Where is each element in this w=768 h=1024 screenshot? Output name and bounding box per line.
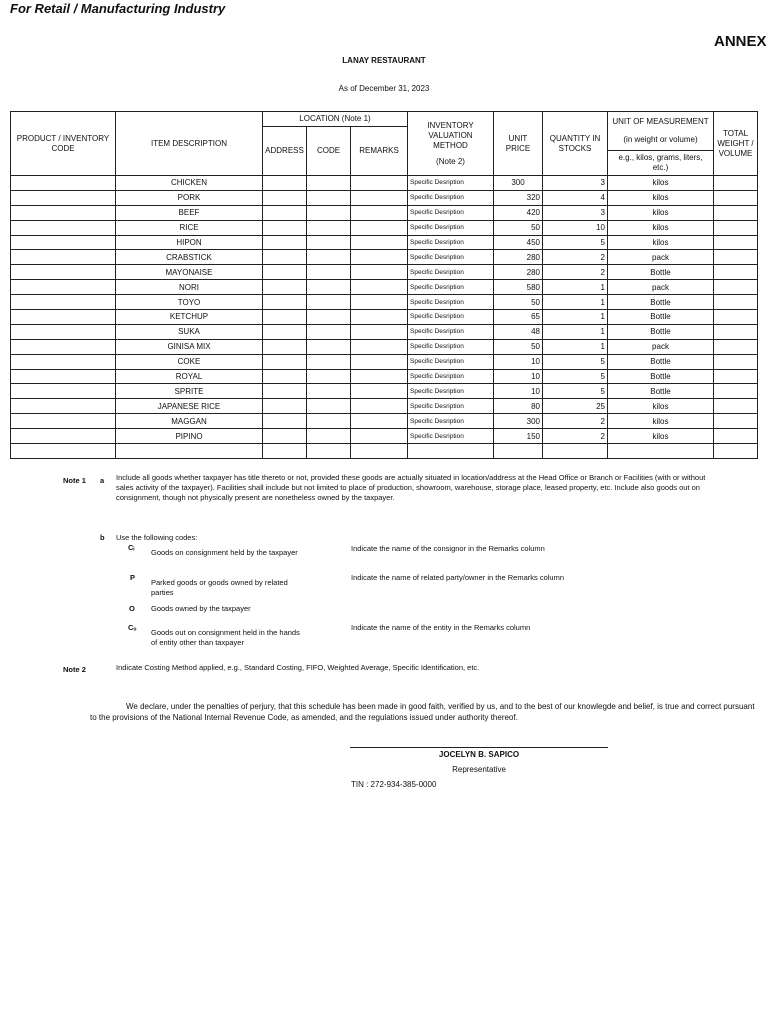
qty-cell: 10 — [543, 220, 608, 235]
address-cell — [263, 235, 307, 250]
method-cell: Specific Desription — [408, 265, 494, 280]
total-cell — [714, 414, 758, 429]
price-cell: 50 — [494, 220, 543, 235]
product-code-cell — [11, 429, 116, 444]
remarks-cell — [351, 235, 408, 250]
price-cell: 65 — [494, 310, 543, 325]
remarks-cell — [351, 190, 408, 205]
uom-example: e.g., kilos, grams, liters, etc.) — [608, 151, 714, 176]
as-of-date: As of December 31, 2023 — [338, 84, 430, 93]
declaration-text: We declare, under the penalties of perjury, that this schedule has been made in good faith, verified by us, and to the best of our knowlegde and belief, is true and correct pursuant to the provisions of the National Internal Revenue Code, as amended, and the regulations issued under authority thereof. — [90, 702, 755, 722]
address-cell — [263, 354, 307, 369]
code-ci-instruction: Indicate the name of the consignor in the Remarks column — [351, 544, 545, 553]
note1-a-label: a — [100, 476, 105, 485]
signatory-name: JOCELYN B. SAPICO — [438, 750, 520, 759]
total-cell — [714, 369, 758, 384]
product-code-cell — [11, 190, 116, 205]
price-cell: 450 — [494, 235, 543, 250]
header-remarks: REMARKS — [351, 127, 408, 176]
address-cell — [263, 190, 307, 205]
remarks-cell — [351, 176, 408, 191]
item-cell: ROYAL — [116, 369, 263, 384]
item-cell: TOYO — [116, 295, 263, 310]
code-co-desc: Goods out on consignment held in the hands of entity other than taxpayer — [151, 628, 300, 647]
unit-cell: Bottle — [608, 265, 714, 280]
item-cell: RICE — [116, 220, 263, 235]
address-cell — [263, 295, 307, 310]
header-location: LOCATION (Note 1) — [263, 112, 408, 127]
table-row — [11, 324, 758, 339]
method-cell: Specific Desription — [408, 310, 494, 325]
address-cell — [263, 429, 307, 444]
qty-cell: 5 — [543, 235, 608, 250]
remarks-cell — [351, 429, 408, 444]
table-row — [11, 250, 758, 265]
remarks-cell — [351, 369, 408, 384]
table-row — [11, 205, 758, 220]
total-cell — [714, 429, 758, 444]
item-cell: MAGGAN — [116, 414, 263, 429]
empty-cell — [116, 444, 263, 459]
total-cell — [714, 190, 758, 205]
qty-cell: 3 — [543, 205, 608, 220]
qty-cell: 1 — [543, 295, 608, 310]
total-cell — [714, 235, 758, 250]
signatory-title: Representative — [452, 765, 506, 774]
unit-cell: Bottle — [608, 369, 714, 384]
price-cell: 300 — [494, 414, 543, 429]
unit-cell: kilos — [608, 205, 714, 220]
annex-label: ANNEX — [714, 33, 767, 50]
table-row — [11, 265, 758, 280]
note2-label: Note 2 — [63, 665, 86, 674]
address-cell — [263, 384, 307, 399]
total-cell — [714, 205, 758, 220]
total-cell — [714, 399, 758, 414]
code-cell — [307, 265, 351, 280]
method-cell: Specific Desription — [408, 220, 494, 235]
code-cell — [307, 354, 351, 369]
table-row — [11, 399, 758, 414]
item-cell: JAPANESE RICE — [116, 399, 263, 414]
price-cell: 10 — [494, 384, 543, 399]
qty-cell: 5 — [543, 384, 608, 399]
remarks-cell — [351, 354, 408, 369]
total-cell — [714, 280, 758, 295]
empty-cell — [608, 444, 714, 459]
remarks-cell — [351, 324, 408, 339]
remarks-cell — [351, 399, 408, 414]
total-cell — [714, 310, 758, 325]
code-cell — [307, 220, 351, 235]
product-code-cell — [11, 235, 116, 250]
address-cell — [263, 176, 307, 191]
header-code: CODE — [307, 127, 351, 176]
item-cell: MAYONAISE — [116, 265, 263, 280]
address-cell — [263, 205, 307, 220]
product-code-cell — [11, 384, 116, 399]
code-cell — [307, 235, 351, 250]
method-cell: Specific Desription — [408, 190, 494, 205]
unit-cell: Bottle — [608, 354, 714, 369]
code-p: P — [130, 573, 136, 582]
code-cell — [307, 414, 351, 429]
method-cell: Specific Desription — [408, 295, 494, 310]
method-cell: Specific Desription — [408, 339, 494, 354]
item-cell: PORK — [116, 190, 263, 205]
table-row — [11, 220, 758, 235]
address-cell — [263, 280, 307, 295]
product-code-cell — [11, 399, 116, 414]
qty-cell: 1 — [543, 339, 608, 354]
header-quantity: QUANTITY IN STOCKS — [543, 112, 608, 176]
qty-cell: 1 — [543, 280, 608, 295]
method-cell: Specific Desription — [408, 324, 494, 339]
price-cell: 420 — [494, 205, 543, 220]
note1-a-text: Include all goods whether taxpayer has title thereto or not, provided these goods are actually situated in location/address at the Head Office or Branch or Facilities (with or without sales activity of the taxpayer). Facilities shall include but not limited to place of production, showroom, warehouse, storage place, leased property, etc. Include also goods out on consignment, though not physically present are nonetheless owned by the taxpayer. — [116, 473, 706, 502]
unit-cell: kilos — [608, 190, 714, 205]
product-code-cell — [11, 414, 116, 429]
code-cell — [307, 339, 351, 354]
product-code-cell — [11, 250, 116, 265]
price-cell: 150 — [494, 429, 543, 444]
product-code-cell — [11, 265, 116, 280]
address-cell — [263, 265, 307, 280]
header-uom — [608, 112, 714, 151]
address-cell — [263, 324, 307, 339]
uom-subtitle: (in weight or volume) — [623, 135, 698, 144]
item-cell: GINISA MIX — [116, 339, 263, 354]
remarks-cell — [351, 220, 408, 235]
product-code-cell — [11, 339, 116, 354]
code-cell — [307, 295, 351, 310]
unit-cell: kilos — [608, 399, 714, 414]
method-cell: Specific Desription — [408, 280, 494, 295]
price-cell: 50 — [494, 339, 543, 354]
qty-cell: 3 — [543, 176, 608, 191]
remarks-cell — [351, 384, 408, 399]
product-code-cell — [11, 220, 116, 235]
method-cell: Specific Desription — [408, 250, 494, 265]
note2-text: Indicate Costing Method applied, e.g., Standard Costing, FIFO, Weighted Average, Specific Identification, etc. — [116, 663, 480, 672]
address-cell — [263, 369, 307, 384]
code-cell — [307, 310, 351, 325]
price-cell: 10 — [494, 369, 543, 384]
code-ci: Cᵢ — [128, 543, 135, 552]
price-cell: 50 — [494, 295, 543, 310]
code-co: Cₒ — [128, 623, 137, 632]
address-cell — [263, 399, 307, 414]
item-cell: CRABSTICK — [116, 250, 263, 265]
code-cell — [307, 280, 351, 295]
method-cell: Specific Desription — [408, 354, 494, 369]
qty-cell: 4 — [543, 190, 608, 205]
code-o: O — [129, 604, 135, 613]
table-row — [11, 176, 758, 191]
table-row — [11, 295, 758, 310]
qty-cell: 2 — [543, 429, 608, 444]
unit-cell: Bottle — [608, 295, 714, 310]
qty-cell: 2 — [543, 265, 608, 280]
item-cell: SPRITE — [116, 384, 263, 399]
remarks-cell — [351, 310, 408, 325]
note1-b-label: b — [100, 533, 105, 542]
address-cell — [263, 414, 307, 429]
qty-cell: 5 — [543, 354, 608, 369]
empty-cell — [307, 444, 351, 459]
unit-cell: pack — [608, 339, 714, 354]
address-cell — [263, 250, 307, 265]
product-code-cell — [11, 176, 116, 191]
uom-title: UNIT OF MEASUREMENT — [612, 117, 709, 126]
remarks-cell — [351, 339, 408, 354]
remarks-cell — [351, 265, 408, 280]
unit-cell: pack — [608, 250, 714, 265]
method-cell: Specific Desription — [408, 414, 494, 429]
table-row — [11, 414, 758, 429]
empty-cell — [714, 444, 758, 459]
code-cell — [307, 399, 351, 414]
qty-cell: 2 — [543, 250, 608, 265]
table-row — [11, 369, 758, 384]
item-cell: COKE — [116, 354, 263, 369]
industry-tag: For Retail / Manufacturing Industry — [10, 1, 226, 16]
header-valuation-method — [408, 112, 494, 176]
product-code-cell — [11, 205, 116, 220]
total-cell — [714, 354, 758, 369]
valuation-note: (Note 2) — [436, 156, 465, 166]
total-cell — [714, 324, 758, 339]
remarks-cell — [351, 205, 408, 220]
item-cell: HIPON — [116, 235, 263, 250]
remarks-cell — [351, 250, 408, 265]
address-cell — [263, 220, 307, 235]
unit-cell: Bottle — [608, 310, 714, 325]
empty-cell — [11, 444, 116, 459]
code-cell — [307, 384, 351, 399]
price-cell: 580 — [494, 280, 543, 295]
unit-cell: kilos — [608, 414, 714, 429]
method-cell: Specific Desription — [408, 176, 494, 191]
code-cell — [307, 369, 351, 384]
product-code-cell — [11, 354, 116, 369]
code-cell — [307, 324, 351, 339]
note1-label: Note 1 — [63, 476, 86, 485]
method-cell: Specific Desription — [408, 205, 494, 220]
qty-cell: 1 — [543, 324, 608, 339]
total-cell — [714, 384, 758, 399]
empty-cell — [494, 444, 543, 459]
unit-cell: kilos — [608, 220, 714, 235]
address-cell — [263, 339, 307, 354]
remarks-cell — [351, 295, 408, 310]
method-cell: Specific Desription — [408, 384, 494, 399]
unit-cell: kilos — [608, 176, 714, 191]
unit-cell: pack — [608, 280, 714, 295]
table-row — [11, 310, 758, 325]
price-cell: 10 — [494, 354, 543, 369]
price-cell: 320 — [494, 190, 543, 205]
code-cell — [307, 250, 351, 265]
valuation-method-label: INVENTORY VALUATION METHOD — [427, 120, 474, 150]
table-row — [11, 235, 758, 250]
price-cell: 80 — [494, 399, 543, 414]
signature-line — [350, 747, 608, 748]
table-row — [11, 190, 758, 205]
total-cell — [714, 295, 758, 310]
table-row — [11, 339, 758, 354]
item-cell: CHICKEN — [116, 176, 263, 191]
empty-cell — [408, 444, 494, 459]
empty-cell — [543, 444, 608, 459]
item-cell: KETCHUP — [116, 310, 263, 325]
table-row — [11, 429, 758, 444]
inventory-table — [10, 111, 758, 459]
signatory-tin: TIN : 272-934-385-0000 — [351, 780, 437, 789]
unit-cell: Bottle — [608, 384, 714, 399]
qty-cell: 25 — [543, 399, 608, 414]
item-cell: NORI — [116, 280, 263, 295]
unit-cell: Bottle — [608, 324, 714, 339]
table-row-empty — [11, 444, 758, 459]
note1-b-intro: Use the following codes: — [116, 533, 198, 542]
product-code-cell — [11, 280, 116, 295]
item-cell: SUKA — [116, 324, 263, 339]
product-code-cell — [11, 324, 116, 339]
product-code-cell — [11, 369, 116, 384]
code-o-desc: Goods owned by the taxpayer — [151, 604, 251, 613]
total-cell — [714, 176, 758, 191]
code-ci-desc: Goods on consignment held by the taxpayer — [151, 548, 298, 557]
header-total: TOTAL WEIGHT / VOLUME — [714, 112, 758, 176]
method-cell: Specific Desription — [408, 369, 494, 384]
price-cell: 280 — [494, 265, 543, 280]
item-cell: BEEF — [116, 205, 263, 220]
method-cell: Specific Desription — [408, 429, 494, 444]
unit-cell: kilos — [608, 235, 714, 250]
address-cell — [263, 310, 307, 325]
empty-cell — [263, 444, 307, 459]
price-cell: 280 — [494, 250, 543, 265]
total-cell — [714, 220, 758, 235]
method-cell: Specific Desription — [408, 399, 494, 414]
empty-cell — [351, 444, 408, 459]
method-cell: Specific Desription — [408, 235, 494, 250]
code-co-instruction: Indicate the name of the entity in the Remarks column — [351, 623, 531, 632]
header-item-description: ITEM DESCRIPTION — [116, 112, 263, 176]
company-name: LANAY RESTAURANT — [342, 56, 426, 65]
price-cell: 300 — [494, 176, 543, 191]
remarks-cell — [351, 414, 408, 429]
product-code-cell — [11, 295, 116, 310]
header-address: ADDRESS — [263, 127, 307, 176]
total-cell — [714, 339, 758, 354]
item-cell: PIPINO — [116, 429, 263, 444]
code-cell — [307, 190, 351, 205]
price-cell: 48 — [494, 324, 543, 339]
code-cell — [307, 176, 351, 191]
header-unit-price: UNIT PRICE — [494, 112, 543, 176]
table-row — [11, 384, 758, 399]
code-cell — [307, 429, 351, 444]
qty-cell: 1 — [543, 310, 608, 325]
header-product-code: PRODUCT / INVENTORY CODE — [11, 112, 116, 176]
qty-cell: 5 — [543, 369, 608, 384]
total-cell — [714, 250, 758, 265]
code-p-desc: Parked goods or goods owned by related parties — [151, 578, 288, 597]
unit-cell: kilos — [608, 429, 714, 444]
qty-cell: 2 — [543, 414, 608, 429]
code-cell — [307, 205, 351, 220]
remarks-cell — [351, 280, 408, 295]
product-code-cell — [11, 310, 116, 325]
code-p-instruction: Indicate the name of related party/owner in the Remarks column — [351, 573, 565, 582]
table-row — [11, 280, 758, 295]
total-cell — [714, 265, 758, 280]
table-row — [11, 354, 758, 369]
